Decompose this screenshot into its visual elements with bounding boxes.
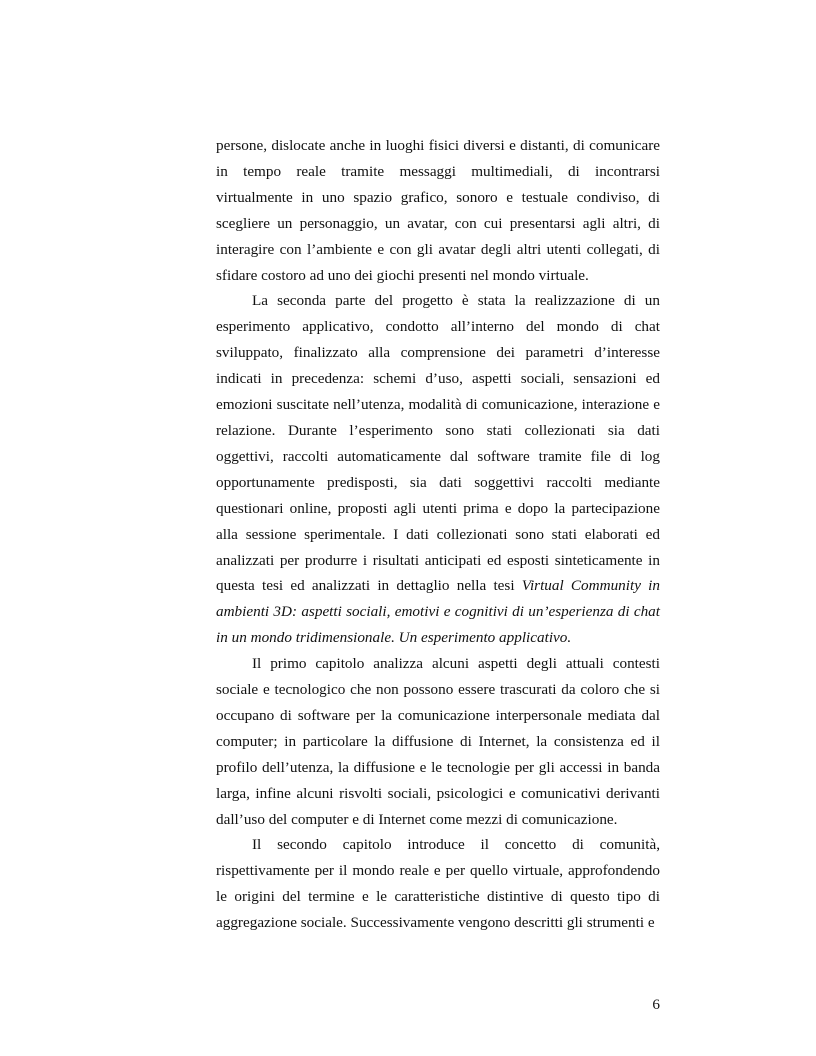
paragraph-continuation: persone, dislocate anche in luoghi fisici diversi e distanti, di comunicare in tempo reale tramite messaggi multimediali, di incontrarsi virtualmente in uno spazio grafico, sonoro e testuale condiviso, di scegliere un personaggio, un avatar, con cui presentarsi agli altri, di interagire con l’ambiente e con gli avatar degli altri utenti collegati, di sfidare costoro ad uno dei giochi presenti nel mondo virtuale. — [216, 137, 660, 284]
page-number: 6 — [652, 996, 660, 1013]
paragraph-first-chapter: Il primo capitolo analizza alcuni aspetti degli attuali contesti sociale e tecnologico che non possono essere trascurati da coloro che si occupano di software per la comunicazione interpersonale mediata dal computer; in particolare la diffusione di Internet, la consistenza ed il profilo dell’utenza, la diffusione e le tecnologie per gli accessi in banda larga, infine alcuni risvolti sociali, psicologici e comunicativi derivanti dall’uso del computer e di Internet come mezzi di comunicazione. — [216, 655, 660, 828]
thesis-title: Virtual Community in ambienti 3D: aspetti sociali, emotivi e cognitivi di un’esperienza di chat in un mondo tridimensionale. Un esperimento applicativo. — [216, 577, 660, 647]
body-text — [216, 133, 660, 936]
paragraph-second-chapter: Il secondo capitolo introduce il concetto di comunità, rispettivamente per il mondo reale e per quello virtuale, approfondendo le origini del termine e le caratteristiche distintive di questo tipo di aggregazione sociale. Successivamente vengono descritti gli strumenti e — [216, 836, 660, 932]
paragraph-second-part: La seconda parte del progetto è stata la realizzazione di un esperimento applicativo, condotto all’interno del mondo di chat sviluppato, finalizzato alla comprensione dei parametri d’interesse indicati in precedenza: schemi d’uso, aspetti sociali, sensazioni ed emozioni suscitate nell’utenza, modalità di comunicazione, interazione e relazione. Durante l’esperimento sono stati collezionati sia dati oggettivi, raccolti automaticamente dal software tramite file di log opportunamente predisposti, sia dati soggettivi raccolti mediante questionari online, proposti agli utenti prima e dopo la partecipazione alla sessione sperimentale. I dati collezionati sono stati elaborati ed analizzati per produrre i risultati anticipati ed esposti sinteticamente in questa tesi ed analizzati in dettaglio nella tesi Virtual Community in ambienti 3D: aspetti sociali, emotivi e cognitivi di un’esperienza di chat in un mondo tridimensionale. Un esperimento applicativo. — [216, 292, 660, 647]
